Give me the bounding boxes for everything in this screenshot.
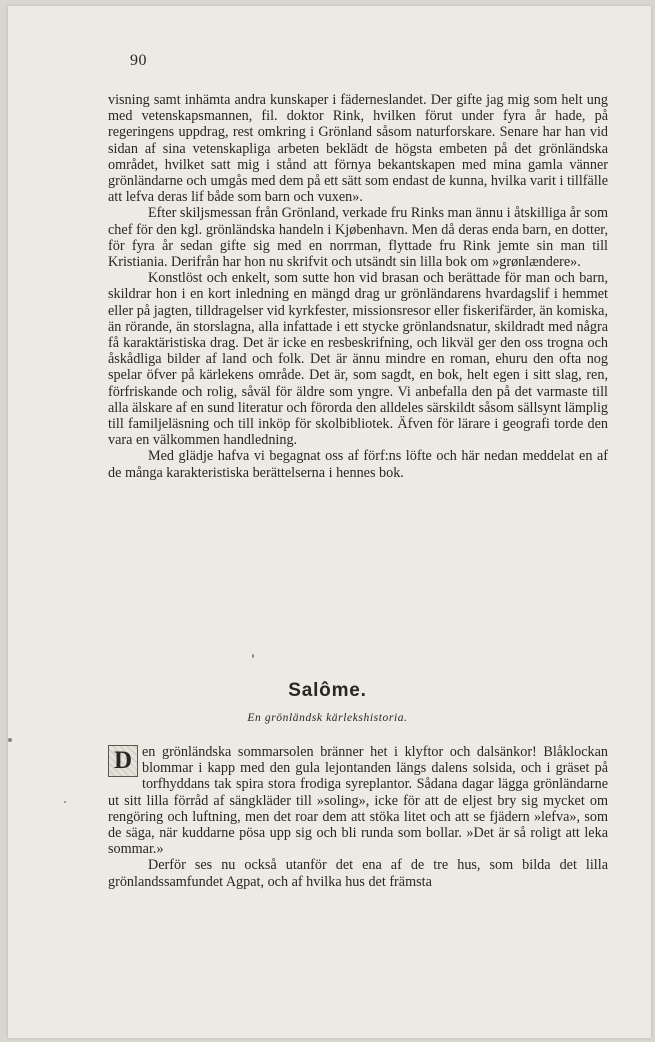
story-title: Salôme. xyxy=(288,680,367,701)
intro-paragraph: Efter skiljsmessan från Grönland, verkade fru Rinks man ännu i åtskilliga år som chef för den kgl. grönländska handeln i Kjøbenhavn. Men då deras enda barn, en dotter, för fyra år sedan gifte sig med en norrman, flyttade fru Rink jemte sin man till Kristiania. Derifrån har hon nu skrifvit och utsändt sin lilla bok om »grønlændere». xyxy=(108,205,608,271)
intro-paragraph: visning samt inhämta andra kunskaper i fäderneslandet. Der gifte jag mig som helt ung med vetenskapsmannen, fil. doktor Rink, hvilken förut under fyra år hade, på regeringens uppdrag, rest omkring i Grönland såsom naturforskare. Senare har han vid sidan af sina vetenskapliga arbeten beklädt de högsta embeten på det grönländska området, hvilket satt mig i stånd att förnya bekantskapen med mina gamla vänner grönländarne och umgås med dem på ett sätt som endast de kunna, hvilka varit i tillfälle att lefva deras lif både som barn och vuxen». xyxy=(108,92,608,206)
print-speck xyxy=(252,654,254,658)
story-first-paragraph-text: en grönländska sommarsolen bränner het i klyftor och dalsänkor! Blåklockan blommar i kapp med den gula lejontanden längs dalens solsida, och i gräset på torfhyddans tak spira stora frodiga syreplantor. Sådana dagar lägga grönländarne ut sitt lilla förråd af sängkläder till »soling», icke för att de eljest bry sig mycket om rengöring och luftning, men det roar dem att stöka litet och att se fjädern »lefva», som de säga, när kuddarne pösa upp sig och bli runda som bollar. »Det är så roligt att leka sommar.» xyxy=(108,744,608,858)
page-number: 90 xyxy=(130,52,147,69)
story-second-paragraph: Derför ses nu också utanför det ena af de tre hus, som bilda det lilla grönlandssamfundet Agpat, och af hvilka hus det främsta xyxy=(108,857,608,890)
intro-text xyxy=(108,92,608,481)
print-speck xyxy=(64,801,66,803)
dropcap-initial: D xyxy=(108,745,138,777)
intro-paragraph: Med glädje hafva vi begagnat oss af förf:ns löfte och här nedan meddelat en af de många karakteristiska berättelserna i hennes bok. xyxy=(108,448,608,481)
story-first-paragraph xyxy=(108,744,608,857)
story-text xyxy=(108,744,608,890)
intro-paragraph: Konstlöst och enkelt, som sutte hon vid brasan och berättade för man och barn, skildrar hon i en kort inledning en mängd drag ur grönländarens hvardagslif i hemmet eller på jagten, tilldragelser vid kyrkfester, missionsresor eller fiskerifärder, än komiska, än rörande, än storslagna, alla infattade i ett stycke grönlandsnatur, skildradt med några få karaktäristiska drag. Det är icke en resbeskrifning, och likväl ger den oss trogna och åskådliga bilder af land och folk. Det är ännu mindre en roman, ehuru den ofta nog spelar öfver på kärlekens område. Det är, som sagdt, en bok, helt egen i sitt slag, ren, förfriskande och rolig, såväl för äldre som yngre. Vi anbefalla den på det varmaste till alla älskare af en sund literatur och förorda den alldeles särskildt såsom sällsynt lämplig till familjeläsning och till inköp för skolbibliotek. Äfven för lärare i geografi torde den vara en välkommen handledning. xyxy=(108,270,608,449)
story-subtitle: En grönländsk kärlekshistoria. xyxy=(247,712,408,724)
print-speck xyxy=(8,738,12,742)
